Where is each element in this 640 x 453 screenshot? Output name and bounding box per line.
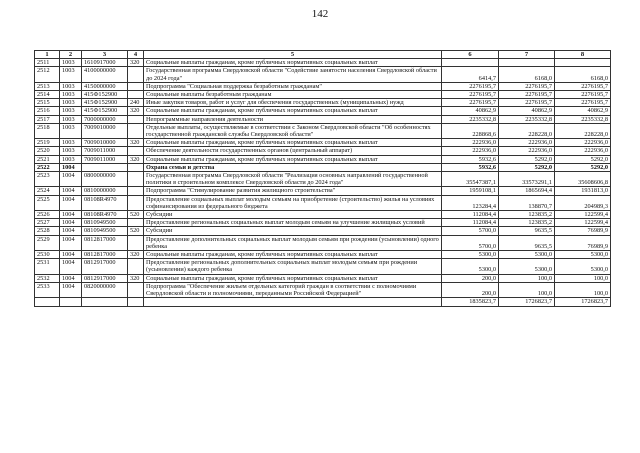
table-cell: 2276195,7	[499, 82, 555, 90]
table-cell	[82, 298, 128, 306]
table-cell: 0812917000	[82, 274, 128, 282]
table-cell: Подпрограмма "Обеспечение жильем отдельных категорий граждан в соответствии с полномочиями Свердловской области и полномочиями, переданными Российской Федерацией"	[144, 282, 442, 297]
table-cell: 1004	[60, 163, 82, 171]
table-row	[35, 172, 611, 187]
table-row	[35, 91, 611, 99]
table-cell: 123284,4	[442, 195, 499, 210]
table-cell	[128, 115, 144, 123]
table-cell: Социальные выплаты гражданам, кроме публичных нормативных социальных выплат	[144, 107, 442, 115]
table-cell: 5300,0	[555, 251, 611, 259]
table-cell: 40862,9	[442, 107, 499, 115]
table-cell: 1004	[60, 251, 82, 259]
table-cell: 1003	[60, 147, 82, 155]
table-cell	[128, 163, 144, 171]
table-cell: 7009011000	[82, 155, 128, 163]
table-cell: 2514	[35, 91, 60, 99]
table-cell: 240	[128, 99, 144, 107]
table-cell: Охрана семьи и детства	[144, 163, 442, 171]
table-cell: 122599,4	[555, 211, 611, 219]
table-cell: Предоставление региональных дополнительных социальных выплат молодым семьям при рождении (усыновлении) каждого ребенка	[144, 259, 442, 274]
page-number: 142	[311, 8, 329, 20]
table-cell: 33573291,1	[499, 172, 555, 187]
table-cell: Иные закупки товаров, работ и услуг для обеспечения государственных (муниципальных) нужд	[144, 99, 442, 107]
table-cell: 2276195,7	[442, 99, 499, 107]
table-cell	[555, 59, 611, 67]
table-cell: 2529	[35, 235, 60, 250]
table-cell: 0810949500	[82, 227, 128, 235]
table-row	[35, 282, 611, 297]
table-cell	[499, 59, 555, 67]
table-cell: 2527	[35, 219, 60, 227]
table-cell: 76989,9	[555, 235, 611, 250]
table-cell: 1726823,7	[555, 298, 611, 306]
table-row	[35, 227, 611, 235]
table-row	[35, 82, 611, 90]
table-cell: 204989,3	[555, 195, 611, 210]
table-cell: 08108R4970	[82, 195, 128, 210]
table-cell: 2513	[35, 82, 60, 90]
table-cell: 415Ф152900	[82, 91, 128, 99]
table-cell: 320	[128, 107, 144, 115]
table-cell: 2526	[35, 211, 60, 219]
table-cell: 112084,4	[442, 211, 499, 219]
table-cell	[128, 123, 144, 138]
table-cell: 9635,5	[499, 235, 555, 250]
table-cell: 1004	[60, 259, 82, 274]
table-cell: 0810000000	[82, 187, 128, 195]
budget-table	[34, 50, 611, 307]
table-cell: 1004	[60, 187, 82, 195]
table-cell: 40862,9	[499, 107, 555, 115]
table-cell: Государственная программа Свердловской области "Реализация основных направлений государственной политики в строительном комплексе Свердловской области до 2024 года"	[144, 172, 442, 187]
table-cell: 1003	[60, 59, 82, 67]
table-cell	[144, 298, 442, 306]
table-cell: 2276195,7	[442, 91, 499, 99]
table-cell: 222936,0	[555, 139, 611, 147]
table-cell	[128, 67, 144, 82]
table-cell: Отдельные выплаты, осуществляемые в соответствии с Законом Свердловской области "Об особенностях государственной гражданской службы Свердловской области"	[144, 123, 442, 138]
table-cell	[442, 59, 499, 67]
table-cell: 2523	[35, 172, 60, 187]
table-cell: 5300,0	[442, 251, 499, 259]
table-cell: 0812817000	[82, 251, 128, 259]
table-cell: 1004	[60, 227, 82, 235]
table-cell: 35608606,8	[555, 172, 611, 187]
table-cell	[128, 219, 144, 227]
table-cell: Социальные выплаты гражданам, кроме публичных нормативных социальных выплат	[144, 59, 442, 67]
table-cell: 2533	[35, 282, 60, 297]
table-cell: 1003	[60, 123, 82, 138]
table-row	[35, 115, 611, 123]
table-cell: 5700,0	[442, 235, 499, 250]
table-cell: 5300,0	[499, 259, 555, 274]
header-cell: 3	[82, 51, 128, 59]
table-row	[35, 155, 611, 163]
table-cell: 2235332,8	[442, 115, 499, 123]
table-cell: 1003	[60, 67, 82, 82]
table-cell: 5700,0	[442, 227, 499, 235]
table-cell: 6168,0	[499, 67, 555, 82]
table-row	[35, 107, 611, 115]
table-cell: 2525	[35, 195, 60, 210]
table-cell: 1004	[60, 211, 82, 219]
table-cell: 0800000000	[82, 172, 128, 187]
table-cell: 1004	[60, 195, 82, 210]
table-cell	[128, 147, 144, 155]
table-cell: 2512	[35, 67, 60, 82]
table-cell: 228868,6	[442, 123, 499, 138]
table-cell: Предоставление социальных выплат молодым семьям на приобретение (строительство) жилья на условиях софинансирования из федерального бюджета	[144, 195, 442, 210]
table-cell: 5932,6	[442, 155, 499, 163]
table-cell: Социальные выплаты гражданам, кроме публичных нормативных социальных выплат	[144, 251, 442, 259]
table-cell: 2276195,7	[555, 91, 611, 99]
table-cell: 5300,0	[442, 259, 499, 274]
table-row	[35, 99, 611, 107]
table-cell: 2521	[35, 155, 60, 163]
header-cell: 1	[35, 51, 60, 59]
table-row	[35, 147, 611, 155]
table-cell: 415Ф152900	[82, 99, 128, 107]
table-cell: Непрограммные направления деятельности	[144, 115, 442, 123]
table-row	[35, 235, 611, 250]
table-cell: 76989,9	[555, 227, 611, 235]
table-cell: 222936,0	[499, 147, 555, 155]
table-cell: 1959108,1	[442, 187, 499, 195]
table-cell: 1003	[60, 115, 82, 123]
table-cell: 6168,0	[555, 67, 611, 82]
table-cell	[128, 282, 144, 297]
table-cell: 112084,4	[442, 219, 499, 227]
table-cell: 1004	[60, 274, 82, 282]
table-cell: 1610917000	[82, 59, 128, 67]
table-cell: 320	[128, 155, 144, 163]
table-cell: 08108R4970	[82, 211, 128, 219]
table-cell: 100,0	[499, 282, 555, 297]
table-cell: 40862,9	[555, 107, 611, 115]
table-cell: 2520	[35, 147, 60, 155]
table-row	[35, 139, 611, 147]
table-cell: 320	[128, 251, 144, 259]
table-cell: 222936,0	[499, 139, 555, 147]
table-cell	[82, 163, 128, 171]
table-cell: 2531	[35, 259, 60, 274]
table-cell: 222936,0	[442, 147, 499, 155]
table-cell: 100,0	[555, 274, 611, 282]
table-cell: 7000000000	[82, 115, 128, 123]
table-row	[35, 59, 611, 67]
table-row	[35, 163, 611, 171]
table-cell: 2276195,7	[442, 82, 499, 90]
table-cell: 200,0	[442, 274, 499, 282]
table-cell: 2511	[35, 59, 60, 67]
table-cell: Подпрограмма "Социальная поддержка безработным гражданам"	[144, 82, 442, 90]
table-row	[35, 259, 611, 274]
table-cell: Социальные выплаты гражданам, кроме публичных нормативных социальных выплат	[144, 274, 442, 282]
table-row	[35, 123, 611, 138]
table-cell: 2276195,7	[555, 99, 611, 107]
table-cell: 7009010000	[82, 123, 128, 138]
table-cell: 1003	[60, 91, 82, 99]
table-cell: 1003	[60, 107, 82, 115]
table-cell: 320	[128, 274, 144, 282]
table-row	[35, 298, 611, 306]
table-cell: 4100000000	[82, 67, 128, 82]
header-cell: 2	[60, 51, 82, 59]
table-cell: 9635,5	[499, 227, 555, 235]
table-cell: 1931813,0	[555, 187, 611, 195]
table-cell	[128, 298, 144, 306]
table-cell: 1004	[60, 282, 82, 297]
table-cell: 122599,4	[555, 219, 611, 227]
table-cell: 4150000000	[82, 82, 128, 90]
table-cell: 2276195,7	[499, 91, 555, 99]
table-cell: 5932,6	[442, 163, 499, 171]
table-cell: 7009011000	[82, 147, 128, 155]
table-row	[35, 211, 611, 219]
table-cell: 2518	[35, 123, 60, 138]
table-cell: 123835,2	[499, 219, 555, 227]
table-row	[35, 219, 611, 227]
header-cell: 5	[144, 51, 442, 59]
table-cell: 5292,0	[555, 163, 611, 171]
table-header-row	[35, 51, 611, 59]
header-cell: 6	[442, 51, 499, 59]
table-cell: Социальные выплаты гражданам, кроме публичных нормативных социальных выплат	[144, 155, 442, 163]
table-row	[35, 274, 611, 282]
table-cell: 2517	[35, 115, 60, 123]
table-cell	[128, 82, 144, 90]
table-cell: 138870,7	[499, 195, 555, 210]
table-cell: 2524	[35, 187, 60, 195]
table-cell	[128, 187, 144, 195]
table-cell: 320	[128, 59, 144, 67]
header-cell: 8	[555, 51, 611, 59]
table-cell: 1726823,7	[499, 298, 555, 306]
table-cell: 5292,0	[555, 155, 611, 163]
table-cell	[60, 298, 82, 306]
table-cell: 2532	[35, 274, 60, 282]
table-cell: 1003	[60, 82, 82, 90]
table-cell: Социальные выплаты безработным гражданам	[144, 91, 442, 99]
table-cell: 2522	[35, 163, 60, 171]
table-cell: Обеспечение деятельности государственных органов (центральный аппарат)	[144, 147, 442, 155]
table-cell: 222936,0	[442, 139, 499, 147]
table-cell: 2276195,7	[555, 82, 611, 90]
table-cell	[128, 91, 144, 99]
header-cell: 7	[499, 51, 555, 59]
table-cell	[128, 172, 144, 187]
table-cell: 1865694,4	[499, 187, 555, 195]
table-cell: 200,0	[442, 282, 499, 297]
table-cell: 1003	[60, 139, 82, 147]
table-cell: 5300,0	[499, 251, 555, 259]
table-row	[35, 195, 611, 210]
table-cell: 2276195,7	[499, 99, 555, 107]
table-cell: 228228,0	[555, 123, 611, 138]
table-cell: 0812917000	[82, 259, 128, 274]
table-cell: 100,0	[555, 282, 611, 297]
table-cell: 5300,0	[555, 259, 611, 274]
table-cell: 0810949500	[82, 219, 128, 227]
table-cell: 7009010000	[82, 139, 128, 147]
table-cell: Предоставление дополнительных социальных выплат молодым семьям при рождении (усыновлении) одного ребенка	[144, 235, 442, 250]
table-cell: Субсидии	[144, 227, 442, 235]
table-row	[35, 251, 611, 259]
table-cell: 1004	[60, 235, 82, 250]
table-cell: Государственная программа Свердловской области "Содействие занятости населения Свердловской области до 2024 года"	[144, 67, 442, 82]
table-cell: 1003	[60, 155, 82, 163]
table-cell: 2235332,8	[499, 115, 555, 123]
table-cell: 0812817000	[82, 235, 128, 250]
table-cell: 5292,0	[499, 155, 555, 163]
table-cell: 520	[128, 211, 144, 219]
table-cell: 520	[128, 227, 144, 235]
table-cell: 320	[128, 139, 144, 147]
table-cell: 1835823,7	[442, 298, 499, 306]
table-cell: Предоставление региональных социальных выплат молодым семьям на улучшение жилищных условий	[144, 219, 442, 227]
table-cell: 2516	[35, 107, 60, 115]
table-cell: 2515	[35, 99, 60, 107]
table-cell	[128, 235, 144, 250]
table-cell: Социальные выплаты гражданам, кроме публичных нормативных социальных выплат	[144, 139, 442, 147]
table-cell: 5292,0	[499, 163, 555, 171]
table-row	[35, 67, 611, 82]
table-cell: 2519	[35, 139, 60, 147]
table-cell: 222936,0	[555, 147, 611, 155]
table-cell: 2235332,8	[555, 115, 611, 123]
table-cell: 123835,2	[499, 211, 555, 219]
table-cell	[35, 298, 60, 306]
table-row	[35, 187, 611, 195]
table-cell: 415Ф152900	[82, 107, 128, 115]
table-cell: 2530	[35, 251, 60, 259]
table-cell	[128, 195, 144, 210]
table-cell	[128, 259, 144, 274]
table-cell: 2528	[35, 227, 60, 235]
table-cell: 1004	[60, 219, 82, 227]
table-cell: Субсидии	[144, 211, 442, 219]
table-cell: 1003	[60, 99, 82, 107]
table-cell: 100,0	[499, 274, 555, 282]
table-cell: 0820000000	[82, 282, 128, 297]
table-cell: Подпрограмма "Стимулирование развития жилищного строительства"	[144, 187, 442, 195]
table-cell: 6414,7	[442, 67, 499, 82]
table-cell: 1004	[60, 172, 82, 187]
header-cell: 4	[128, 51, 144, 59]
table-cell: 228228,0	[499, 123, 555, 138]
table-cell: 35547387,1	[442, 172, 499, 187]
